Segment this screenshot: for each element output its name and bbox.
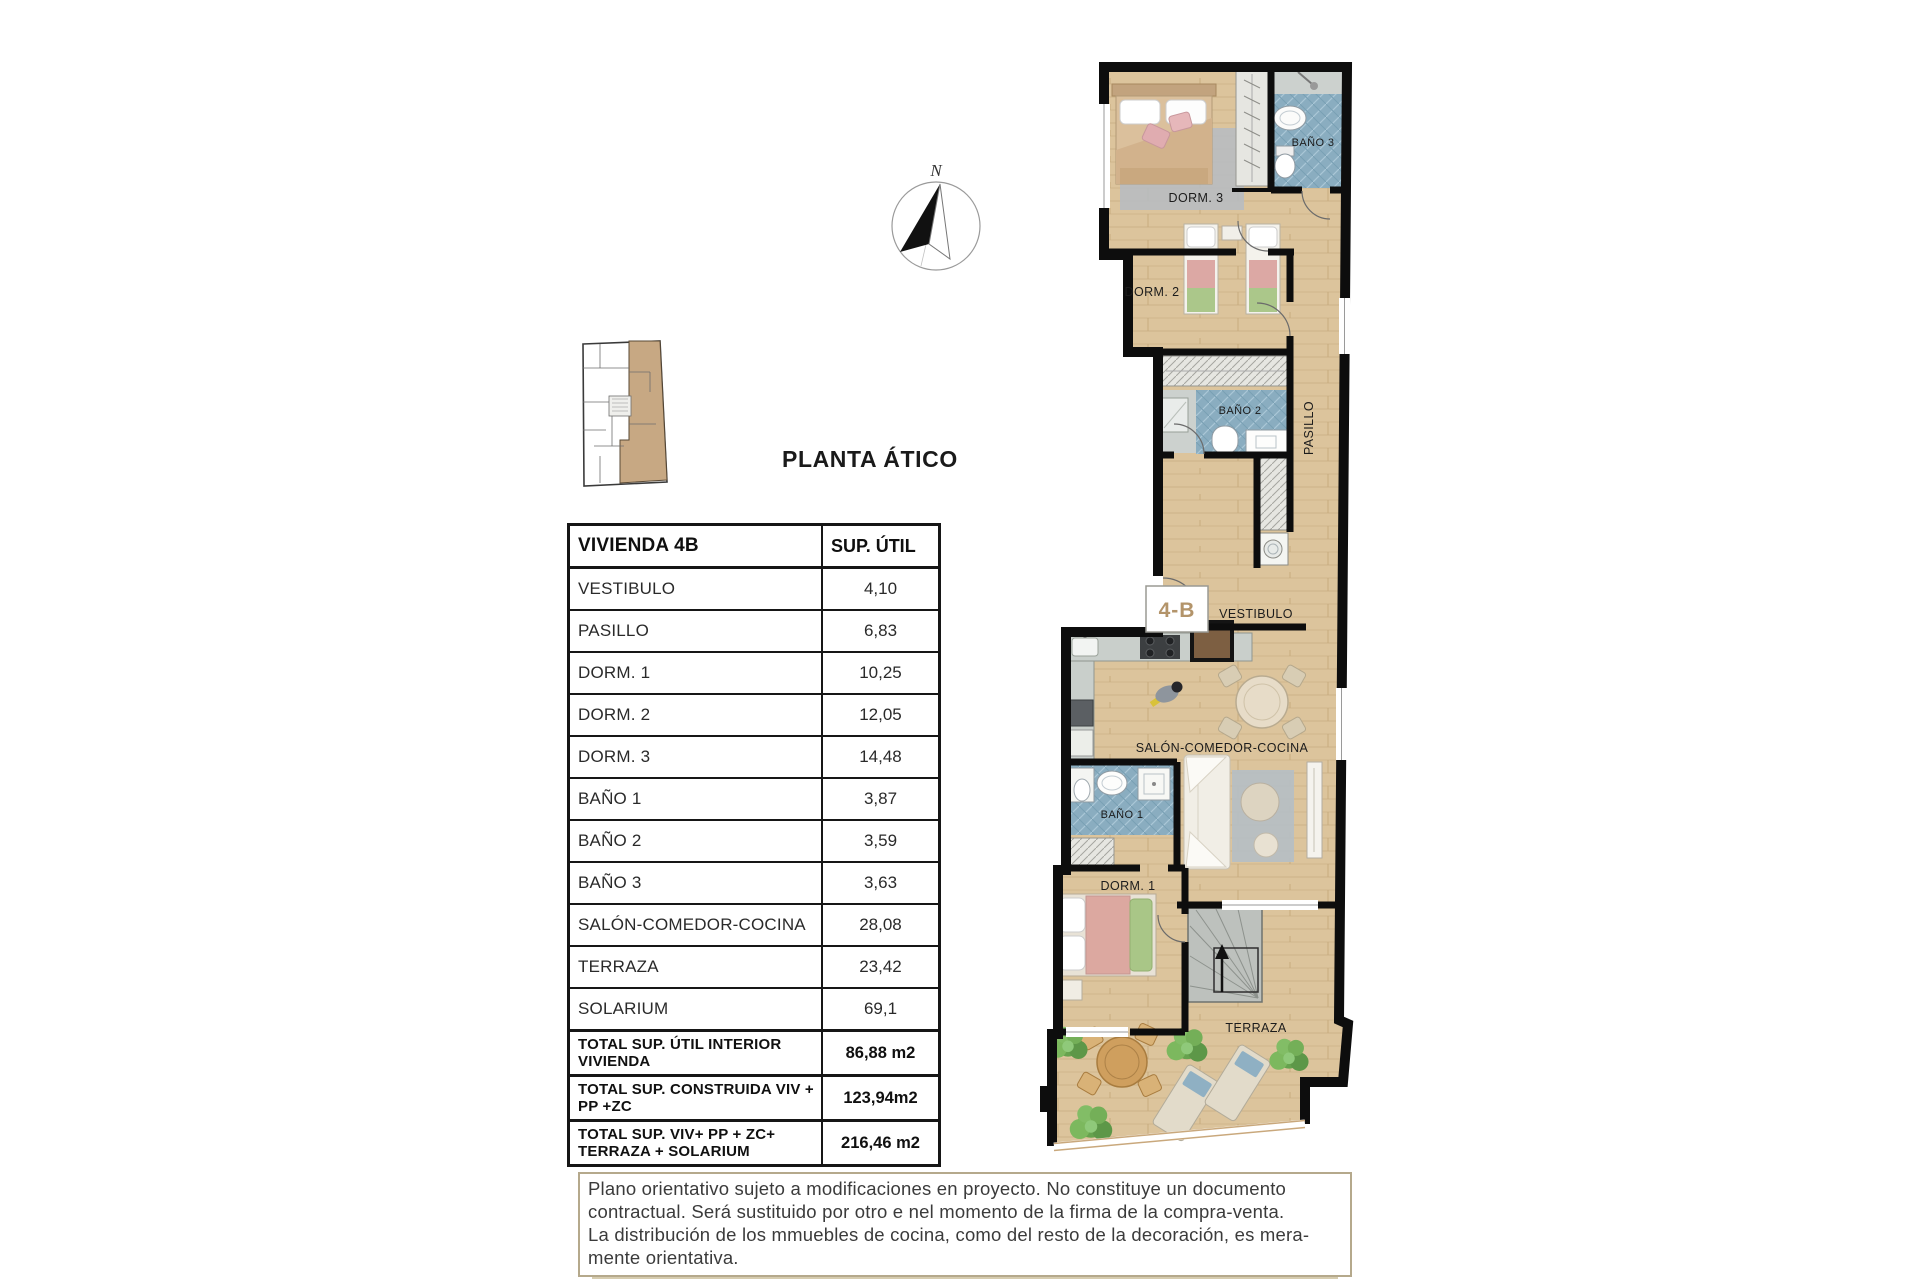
table-total-row [569, 1031, 940, 1076]
disclaimer-line: contractual. Será sustituido por otro e nel momento de la firma de la compra-venta. [588, 1201, 1285, 1222]
table-total-row [569, 1121, 940, 1166]
room-area: 3,59 [822, 820, 940, 862]
room-area: 10,25 [822, 652, 940, 694]
floor-plan [1040, 55, 1385, 1165]
table-row [569, 778, 940, 820]
room-label: BAÑO 2 [569, 820, 823, 862]
laundry-niche [1259, 458, 1288, 565]
compass-rose [880, 150, 1000, 280]
label-bano2: BAÑO 2 [1218, 405, 1262, 417]
room-label: DORM. 2 [569, 694, 823, 736]
total-value: 123,94m2 [822, 1076, 940, 1121]
room-label: TERRAZA [569, 946, 823, 988]
page-title: PLANTA ÁTICO [782, 446, 958, 472]
stairs [1188, 908, 1262, 1002]
room-area: 4,10 [822, 568, 940, 611]
table-header-name: VIVIENDA 4B [569, 525, 823, 568]
disclaimer-line: mente orientativa. [588, 1247, 739, 1268]
table-header-value: SUP. ÚTIL [822, 525, 940, 568]
table-header-row [569, 525, 940, 568]
total-label: TOTAL SUP. VIV+ PP + ZC+ TERRAZA + SOLARIUM [569, 1121, 823, 1166]
room-area: 28,08 [822, 904, 940, 946]
label-vestibulo: VESTIBULO [1219, 607, 1293, 621]
table-row [569, 610, 940, 652]
room-area: 3,63 [822, 862, 940, 904]
room-area: 3,87 [822, 778, 940, 820]
room-area: 23,42 [822, 946, 940, 988]
total-label: TOTAL SUP. ÚTIL INTERIOR VIVIENDA [569, 1031, 823, 1076]
label-dorm1: DORM. 1 [1100, 879, 1156, 893]
disclaimer-line: Plano orientativo sujeto a modificaciones en proyecto. No constituye un documento [588, 1178, 1287, 1199]
dorm3-wardrobe [1236, 70, 1268, 186]
sofa [1184, 755, 1230, 869]
room-area: 12,05 [822, 694, 940, 736]
room-label: PASILLO [569, 610, 823, 652]
bano2-room [1158, 390, 1290, 454]
total-value: 86,88 m2 [822, 1031, 940, 1076]
bano3-room [1272, 66, 1346, 188]
room-label: DORM. 3 [569, 736, 823, 778]
room-area: 6,83 [822, 610, 940, 652]
total-value: 216,46 m2 [822, 1121, 940, 1166]
room-label: BAÑO 1 [569, 778, 823, 820]
table-total-row [569, 1076, 940, 1121]
key-plan [575, 335, 680, 495]
table-row [569, 862, 940, 904]
room-label: BAÑO 3 [569, 862, 823, 904]
label-terraza: TERRAZA [1225, 1021, 1287, 1035]
salon-rug-tables [1232, 770, 1294, 862]
label-pasillo: PASILLO [1302, 401, 1316, 455]
label-dorm2: DORM. 2 [1124, 285, 1180, 299]
table-row [569, 946, 940, 988]
table-row [569, 694, 940, 736]
table-row [569, 736, 940, 778]
room-label: DORM. 1 [569, 652, 823, 694]
table-row [569, 568, 940, 611]
room-area: 69,1 [822, 988, 940, 1031]
label-salon: SALÓN-COMEDOR-COCINA [1135, 741, 1309, 755]
room-label: SALÓN-COMEDOR-COCINA [569, 904, 823, 946]
sideboard [1307, 762, 1322, 858]
areas-table [567, 523, 941, 1167]
label-bano3: BAÑO 3 [1291, 137, 1335, 149]
disclaimer-line: La distribución de los mmuebles de cocina, como del resto de la decoración, es mera- [588, 1224, 1310, 1245]
hall-closet [1162, 356, 1288, 386]
table-row [569, 904, 940, 946]
label-bano1: BAÑO 1 [1100, 809, 1144, 821]
table-row [569, 652, 940, 694]
table-row [569, 820, 940, 862]
compass-north-label: N [930, 161, 942, 180]
room-label: VESTIBULO [569, 568, 823, 611]
room-label: SOLARIUM [569, 988, 823, 1031]
disclaimer-box [578, 1172, 1352, 1277]
total-label: TOTAL SUP. CONSTRUIDA VIV + PP +ZC [569, 1076, 823, 1121]
label-dorm3: DORM. 3 [1168, 191, 1224, 205]
room-area: 14,48 [822, 736, 940, 778]
unit-tag-label: 4-B [1158, 599, 1196, 622]
unit-tag [1146, 586, 1208, 632]
table-row [569, 988, 940, 1031]
